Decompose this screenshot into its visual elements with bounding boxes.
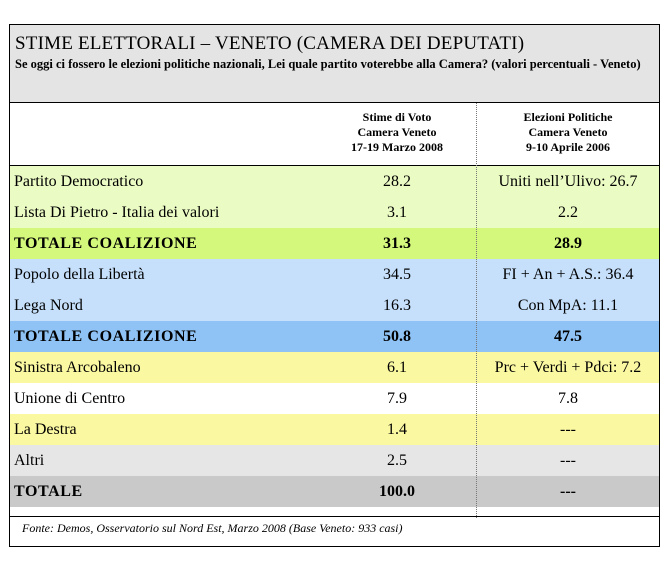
column-header-line: Stime di Voto	[362, 110, 432, 124]
value-2006: ---	[560, 452, 576, 469]
table-row	[10, 383, 659, 414]
value-2006: ---	[560, 483, 576, 500]
column-separator	[476, 103, 477, 518]
value-2008: 6.1	[387, 359, 407, 376]
table-frame	[9, 24, 660, 547]
column-header-2006	[477, 103, 659, 165]
row-label: TOTALE COALIZIONE	[14, 235, 198, 252]
value-2008: 2.5	[387, 452, 407, 469]
column-header-line: Camera Veneto	[528, 125, 608, 139]
value-2006: 7.8	[558, 390, 578, 407]
table-row	[10, 290, 659, 321]
value-2006: 28.9	[554, 235, 582, 252]
value-2006: Con MpA: 11.1	[517, 297, 619, 314]
footer-divider	[10, 516, 659, 517]
value-2006: Uniti nell’Ulivo: 26.7	[498, 173, 638, 190]
table-row	[10, 259, 659, 290]
row-label: Unione di Centro	[14, 390, 126, 407]
value-2008: 100.0	[379, 483, 415, 500]
row-label: Lega Nord	[14, 297, 83, 314]
value-2008: 7.9	[387, 390, 407, 407]
value-2008: 50.8	[383, 328, 411, 345]
value-2008: 3.1	[387, 204, 407, 221]
row-label: TOTALE COALIZIONE	[14, 328, 198, 345]
table-header	[10, 25, 659, 103]
survey-question: Se oggi ci fossero le elezioni politiche nazionali, Lei quale partito voterebbe alla Camera? (valori percentuali - Veneto)	[15, 57, 641, 71]
row-label: Altri	[14, 452, 45, 469]
table-row	[10, 197, 659, 228]
value-2006: 2.2	[558, 204, 578, 221]
value-2008: 1.4	[387, 421, 407, 438]
table-row	[10, 445, 659, 476]
source-note: Fonte: Demos, Osservatorio sul Nord Est, Marzo 2008 (Base Veneto: 933 casi)	[22, 521, 403, 535]
column-header-line: 9-10 Aprile 2006	[526, 140, 610, 154]
column-header-line: 17-19 Marzo 2008	[351, 140, 443, 154]
page-title: STIME ELETTORALI – VENETO (CAMERA DEI DEPUTATI)	[15, 33, 525, 54]
table-row	[10, 321, 659, 352]
column-header-2008	[318, 103, 476, 165]
value-2006: ---	[560, 421, 576, 438]
table-row	[10, 352, 659, 383]
value-2006: Prc + Verdi + Pdci: 7.2	[494, 359, 642, 376]
row-label: Lista Di Pietro - Italia dei valori	[14, 204, 220, 221]
column-header-line: Camera Veneto	[357, 125, 437, 139]
row-label: TOTALE	[14, 483, 83, 500]
row-label: Partito Democratico	[14, 173, 144, 190]
value-2006: 47.5	[554, 328, 582, 345]
table-row	[10, 228, 659, 259]
value-2008: 31.3	[383, 235, 411, 252]
row-label: Popolo della Libertà	[14, 266, 145, 283]
value-2008: 28.2	[383, 173, 411, 190]
value-2008: 34.5	[383, 266, 411, 283]
table-row	[10, 414, 659, 445]
value-2006: FI + An + A.S.: 36.4	[502, 266, 634, 283]
table-row	[10, 476, 659, 507]
row-label: Sinistra Arcobaleno	[14, 359, 141, 376]
value-2008: 16.3	[383, 297, 411, 314]
column-header-line: Elezioni Politiche	[523, 110, 613, 124]
table-row	[10, 166, 659, 197]
row-label: La Destra	[14, 421, 77, 438]
